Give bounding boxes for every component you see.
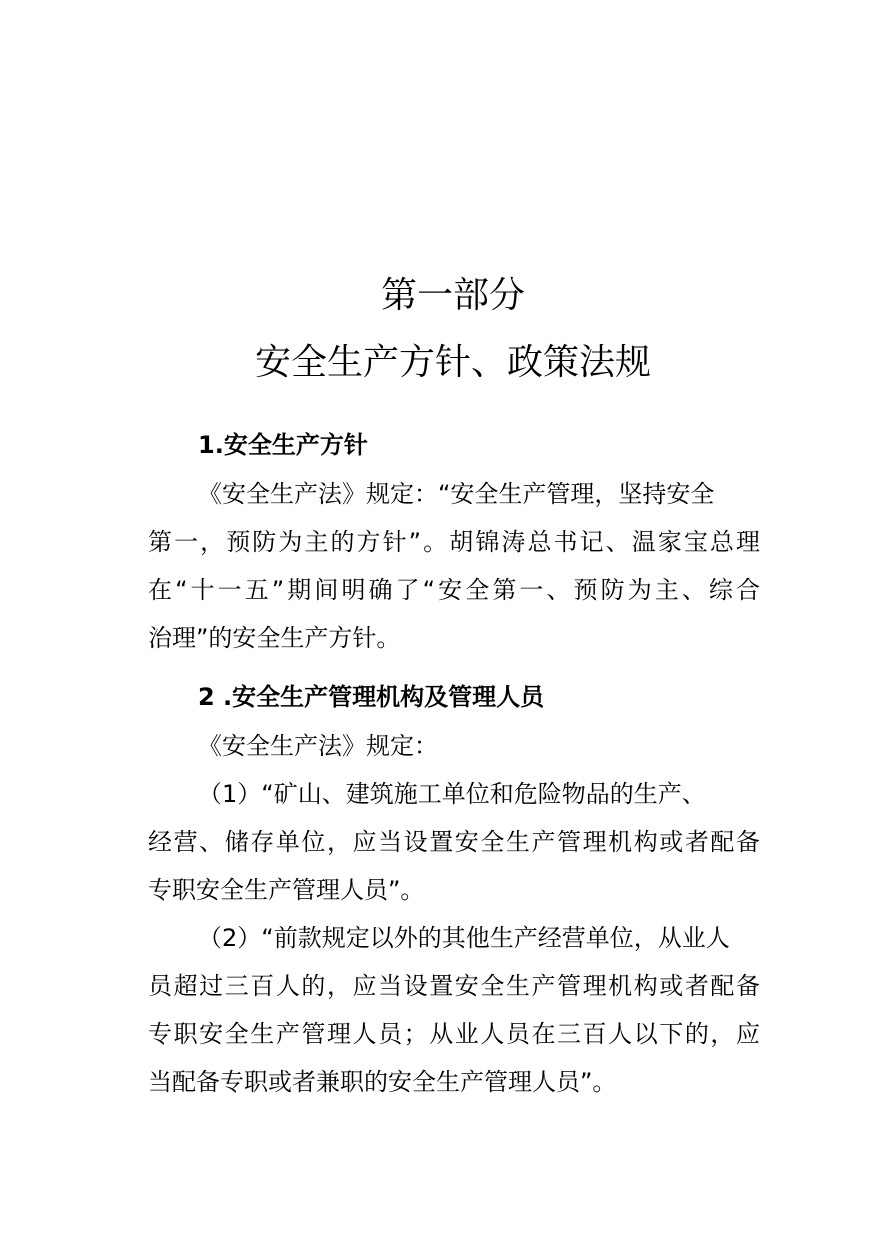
paragraph-line: 专职安全生产管理人员”。: [148, 876, 425, 904]
paragraph-line: 当配备专职或者兼职的安全生产管理人员”。: [148, 1068, 617, 1096]
paragraph-line: 第一，预防为主的方针”。胡锦涛总书记、温家宝总理: [148, 528, 760, 556]
section-heading: 1.安全生产方针: [198, 431, 368, 459]
paragraph-line: （1）“矿山、建筑施工单位和危险物品的生产、: [198, 780, 706, 808]
paragraph-line: 员超过三百人的，应当设置安全生产管理机构或者配备: [148, 972, 760, 1000]
paragraph-line: 治理”的安全生产方针。: [148, 624, 401, 652]
paragraph-line: 《安全生产法》规定：: [198, 732, 438, 760]
section-heading: 2 .安全生产管理机构及管理人员: [198, 683, 545, 711]
paragraph-line: 专职安全生产管理人员；从业人员在三百人以下的，应: [148, 1020, 760, 1048]
part-title: 第一部分: [380, 275, 525, 316]
paragraph-line: 《安全生产法》规定：“安全生产管理，坚持安全: [198, 480, 715, 508]
paragraph-line: 经营、储存单位，应当设置安全生产管理机构或者配备: [148, 828, 760, 856]
chapter-subtitle: 安全生产方针、政策法规: [254, 342, 651, 383]
paragraph-line: （2）“前款规定以外的其他生产经营单位，从业人: [198, 924, 730, 952]
paragraph-line: 在“十一五”期间明确了“安全第一、预防为主、综合: [148, 576, 760, 604]
